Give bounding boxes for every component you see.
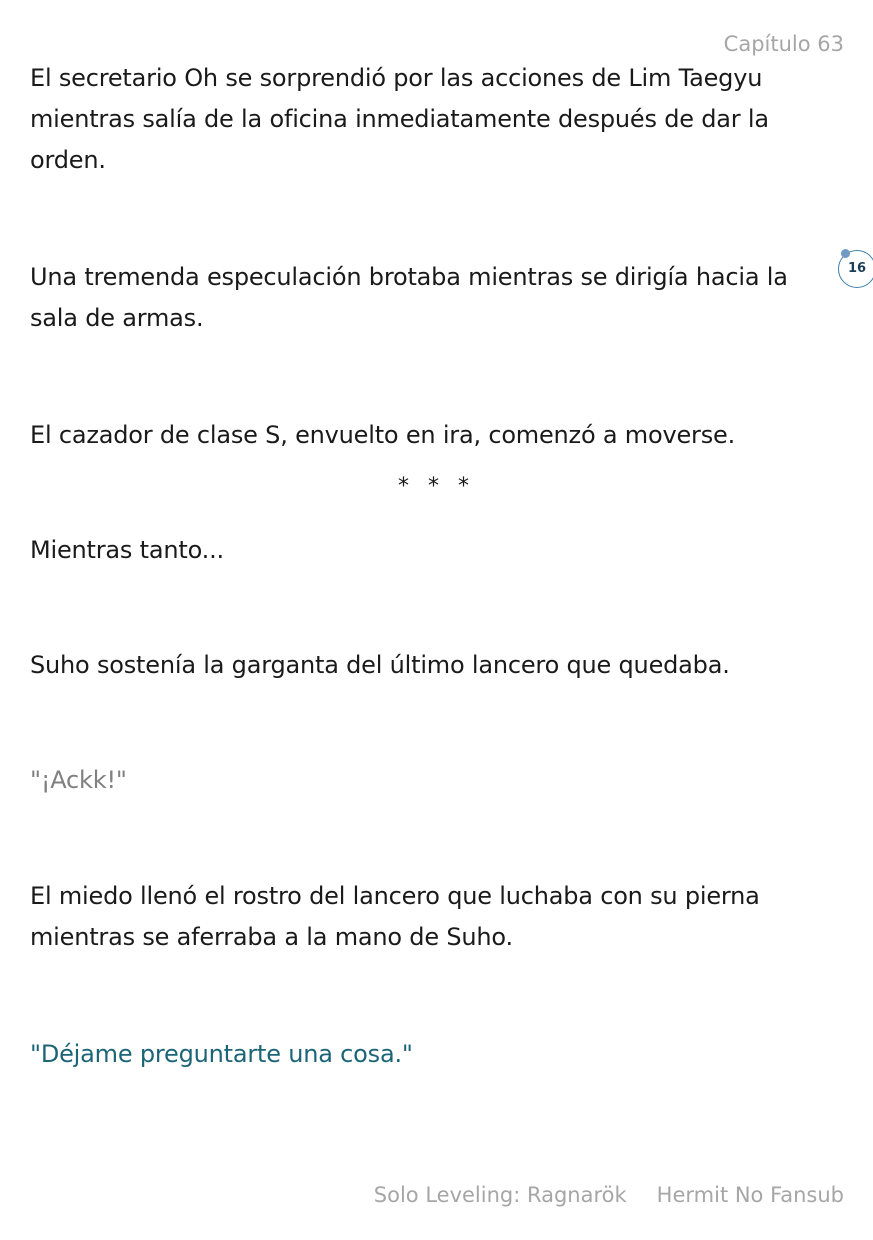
paragraph: Una tremenda especulación brotaba mientras se dirigía hacia la sala de armas. (30, 263, 788, 332)
chapter-label: Capítulo 63 (723, 32, 844, 56)
paragraph: Mientras tanto... (30, 536, 224, 564)
notification-dot-icon (841, 249, 850, 258)
dialogue-line: "Déjame preguntarte una cosa." (30, 1040, 413, 1068)
scene-separator: * * * (398, 474, 475, 499)
comment-count-badge[interactable] (838, 250, 873, 288)
paragraph: El miedo llenó el rostro del lancero que luchaba con su pierna mientras se aferraba a la mano de Suho. (30, 882, 760, 951)
book-title: Solo Leveling: Ragnarök (373, 1183, 627, 1207)
translator-credit: Hermit No Fansub (656, 1183, 844, 1207)
comment-count: 16 (847, 261, 867, 276)
footer (374, 1183, 844, 1207)
sound-effect-line: "¡Ackk!" (30, 766, 127, 794)
paragraph: El cazador de clase S, envuelto en ira, comenzó a moverse. (30, 421, 736, 449)
paragraph: El secretario Oh se sorprendió por las acciones de Lim Taegyu mientras salía de la oficina inmediatamente después de dar la orden. (30, 64, 769, 174)
paragraph: Suho sostenía la garganta del último lancero que quedaba. (30, 651, 730, 679)
